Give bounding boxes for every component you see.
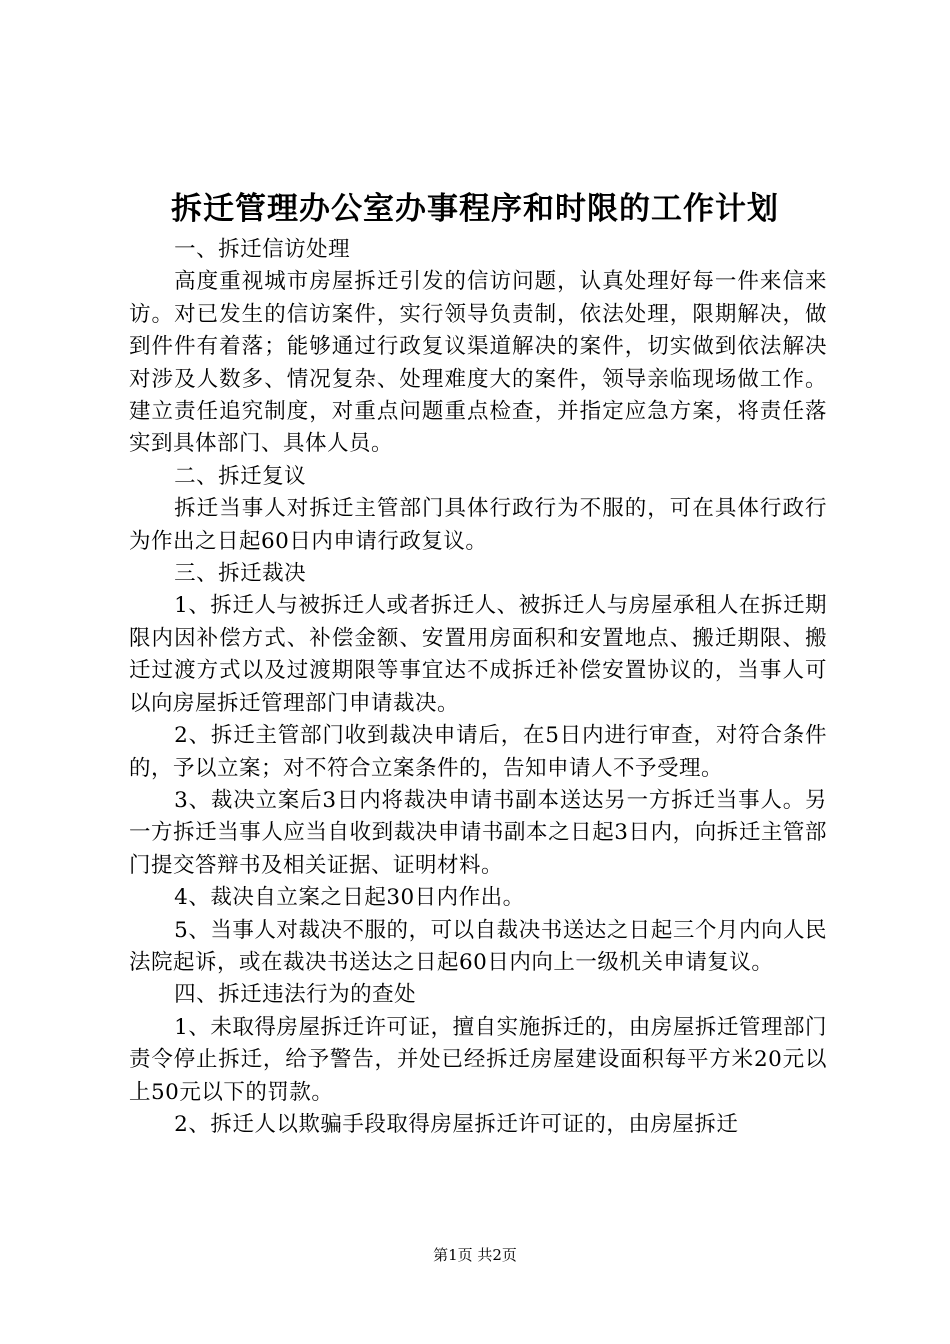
page-footer: 第1页 共2页 xyxy=(433,1246,517,1264)
section-heading: 一、拆迁信访处理 xyxy=(174,237,351,262)
document-title: 拆迁管理办公室办事程序和时限的工作计划 xyxy=(171,191,779,227)
paragraph: 3、裁决立案后3日内将裁决申请书副本送达另一方拆迁当事人。另一方拆迁当事人应当自收到裁决申请书副本之日起3日内，向拆迁主管部门提交答辩书及相关证据、证明材料。 xyxy=(129,787,827,878)
paragraph: 4、裁决自立案之日起30日内作出。 xyxy=(174,885,525,911)
paragraph: 拆迁当事人对拆迁主管部门具体行政行为不服的，可在具体行政行为作出之日起60日内申请行政复议。 xyxy=(129,496,827,554)
paragraph: 2、拆迁主管部门收到裁决申请后，在5日内进行审查，对符合条件的，予以立案；对不符合立案条件的，告知申请人不予受理。 xyxy=(129,723,827,781)
paragraph: 高度重视城市房屋拆迁引发的信访问题，认真处理好每一件来信来访。对已发生的信访案件，实行领导负责制，依法处理，限期解决，做到件件有着落；能够通过行政复议渠道解决的案件，切实做到依法解决对涉及人数多、情况复杂、处理难度大的案件，领导亲临现场做工作。建立责任追究制度，对重点问题重点检查，并指定应急方案，将责任落实到具体部门、具体人员。 xyxy=(129,269,827,457)
section-heading: 二、拆迁复议 xyxy=(174,463,307,489)
paragraph: 1、未取得房屋拆迁许可证，擅自实施拆迁的，由房屋拆迁管理部门责令停止拆迁，给予警告，并处已经拆迁房屋建设面积每平方米20元以上50元以下的罚款。 xyxy=(129,1014,827,1105)
paragraph: 2、拆迁人以欺骗手段取得房屋拆迁许可证的，由房屋拆迁 xyxy=(174,1111,739,1137)
document-body xyxy=(129,234,827,1141)
section-heading: 四、拆迁违法行为的查处 xyxy=(174,982,417,1008)
paragraph: 5、当事人对裁决不服的，可以自裁决书送达之日起三个月内向人民法院起诉，或在裁决书送达之日起60日内向上一级机关申请复议。 xyxy=(129,917,827,975)
paragraph: 1、拆迁人与被拆迁人或者拆迁人、被拆迁人与房屋承租人在拆迁期限内因补偿方式、补偿金额、安置用房面积和安置地点、搬迁期限、搬迁过渡方式以及过渡期限等事宜达不成拆迁补偿安置协议的，当事人可以向房屋拆迁管理部门申请裁决。 xyxy=(129,593,827,716)
section-heading: 三、拆迁裁决 xyxy=(174,561,307,587)
